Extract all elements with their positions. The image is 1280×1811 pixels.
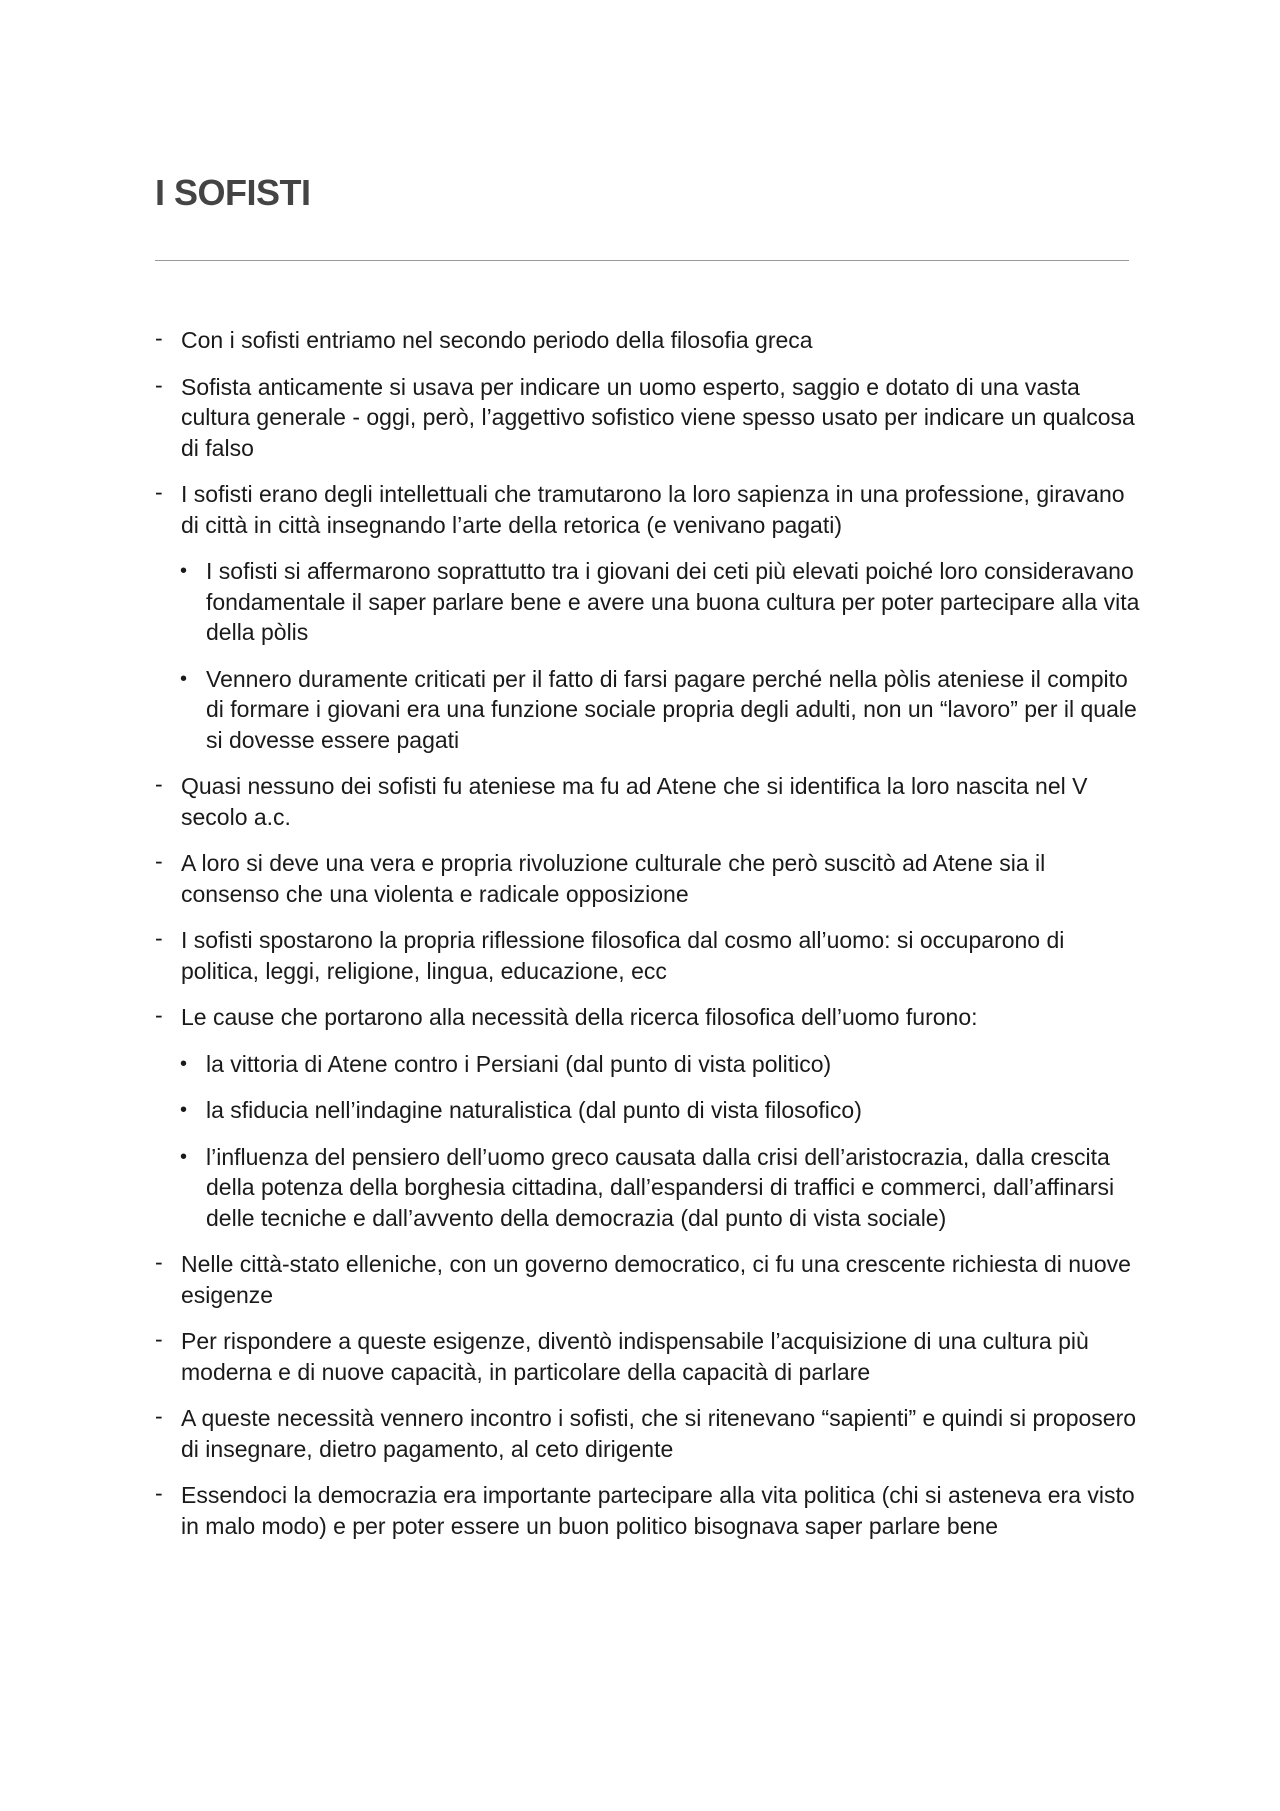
sub-list-item xyxy=(155,1142,1140,1234)
list-item xyxy=(155,372,1140,464)
dash-marker: - xyxy=(155,1326,163,1352)
list-item-text: A loro si deve una vera e propria rivoluzione culturale che però suscitò ad Atene sia il consenso che una violenta e radicale opposizione xyxy=(181,850,1046,907)
list-item-text: Essendoci la democrazia era importante partecipare alla vita politica (chi si asteneva era visto in malo modo) e per poter essere un buon politico bisognava saper parlare bene xyxy=(181,1482,1135,1539)
list-item xyxy=(155,1002,1140,1033)
list-item xyxy=(155,1403,1140,1464)
list-item xyxy=(155,1480,1140,1541)
dash-marker: - xyxy=(155,1249,163,1275)
notes-list xyxy=(155,325,1140,1557)
dash-marker: - xyxy=(155,371,163,398)
dash-marker: - xyxy=(155,1002,163,1028)
list-item xyxy=(155,1326,1140,1387)
dash-marker: - xyxy=(155,771,163,797)
list-item-text: I sofisti spostarono la propria riflessione filosofica dal cosmo all’uomo: si occuparono di politica, leggi, religione, lingua, educazione, ecc xyxy=(181,927,1065,984)
list-item xyxy=(155,925,1140,986)
dash-marker: - xyxy=(155,848,163,874)
page-title: I SOFISTI xyxy=(155,172,311,213)
list-item xyxy=(155,848,1140,909)
sub-list-item-text: la sfiducia nell’indagine naturalistica (dal punto di vista filosofico) xyxy=(206,1097,862,1123)
dash-marker: - xyxy=(155,325,163,351)
list-item xyxy=(155,325,1140,356)
bullet-marker: • xyxy=(180,1099,188,1121)
bullet-marker: • xyxy=(180,667,188,690)
sub-list-item-text: Vennero duramente criticati per il fatto di farsi pagare perché nella pòlis ateniese il compito di formare i giovani era una funzione sociale propria degli adulti, non un “lavoro” per il quale si dovesse essere pagati xyxy=(206,665,1137,753)
bullet-marker: • xyxy=(180,1145,188,1168)
dash-marker: - xyxy=(155,1403,163,1429)
list-item-text: Quasi nessuno dei sofisti fu ateniese ma fu ad Atene che si identifica la loro nascita nel V secolo a.c. xyxy=(181,773,1088,830)
title-divider xyxy=(155,260,1129,261)
list-item xyxy=(155,771,1140,832)
list-item-text: Nelle città-stato elleniche, con un governo democratico, ci fu una crescente richiesta di nuove esigenze xyxy=(181,1251,1131,1308)
list-item xyxy=(155,1249,1140,1310)
sub-list-item-text: la vittoria di Atene contro i Persiani (dal punto di vista politico) xyxy=(206,1050,832,1077)
sub-list-item-text: I sofisti si affermarono soprattutto tra i giovani dei ceti più elevati poiché loro consideravano fondamentale il saper parlare bene e avere una buona cultura per poter partecipare alla vita della pòlis xyxy=(206,558,1140,645)
list-item-text: Con i sofisti entriamo nel secondo periodo della filosofia greca xyxy=(181,327,813,353)
list-item-text: Le cause che portarono alla necessità della ricerca filosofica dell’uomo furono: xyxy=(181,1004,978,1030)
list-item-text: I sofisti erano degli intellettuali che tramutarono la loro sapienza in una professione, giravano di città in città insegnando l’arte della retorica (e venivano pagati) xyxy=(181,481,1125,538)
list-item-text: A queste necessità vennero incontro i sofisti, che si ritenevano “sapienti” e quindi si proposero di insegnare, dietro pagamento, al ceto dirigente xyxy=(181,1405,1137,1462)
list-item-text: Sofista anticamente si usava per indicare un uomo esperto, saggio e dotato di una vasta cultura generale - oggi, però, l’aggettivo sofistico viene spesso usato per indicare un qualcosa di falso xyxy=(181,373,1135,461)
sub-list-item xyxy=(155,1095,1140,1126)
bullet-marker: • xyxy=(180,560,188,582)
bullet-marker: • xyxy=(180,1052,188,1075)
sub-list-item xyxy=(155,1049,1140,1080)
sub-list-item xyxy=(155,664,1140,756)
dash-marker: - xyxy=(155,925,163,951)
dash-marker: - xyxy=(155,479,163,505)
list-item xyxy=(155,479,1140,540)
sub-list-item-text: l’influenza del pensiero dell’uomo greco causata dalla crisi dell’aristocrazia, dalla crescita della potenza della borghesia cittadina, dall’espandersi di traffici e commerci, dall’affinarsi delle tecniche e dall’avvento della democrazia (dal punto di vista sociale) xyxy=(206,1143,1115,1231)
dash-marker: - xyxy=(155,1480,163,1506)
list-item-text: Per rispondere a queste esigenze, diventò indispensabile l’acquisizione di una cultura più moderna e di nuove capacità, in particolare della capacità di parlare xyxy=(181,1328,1089,1385)
sub-list-item xyxy=(155,556,1140,648)
